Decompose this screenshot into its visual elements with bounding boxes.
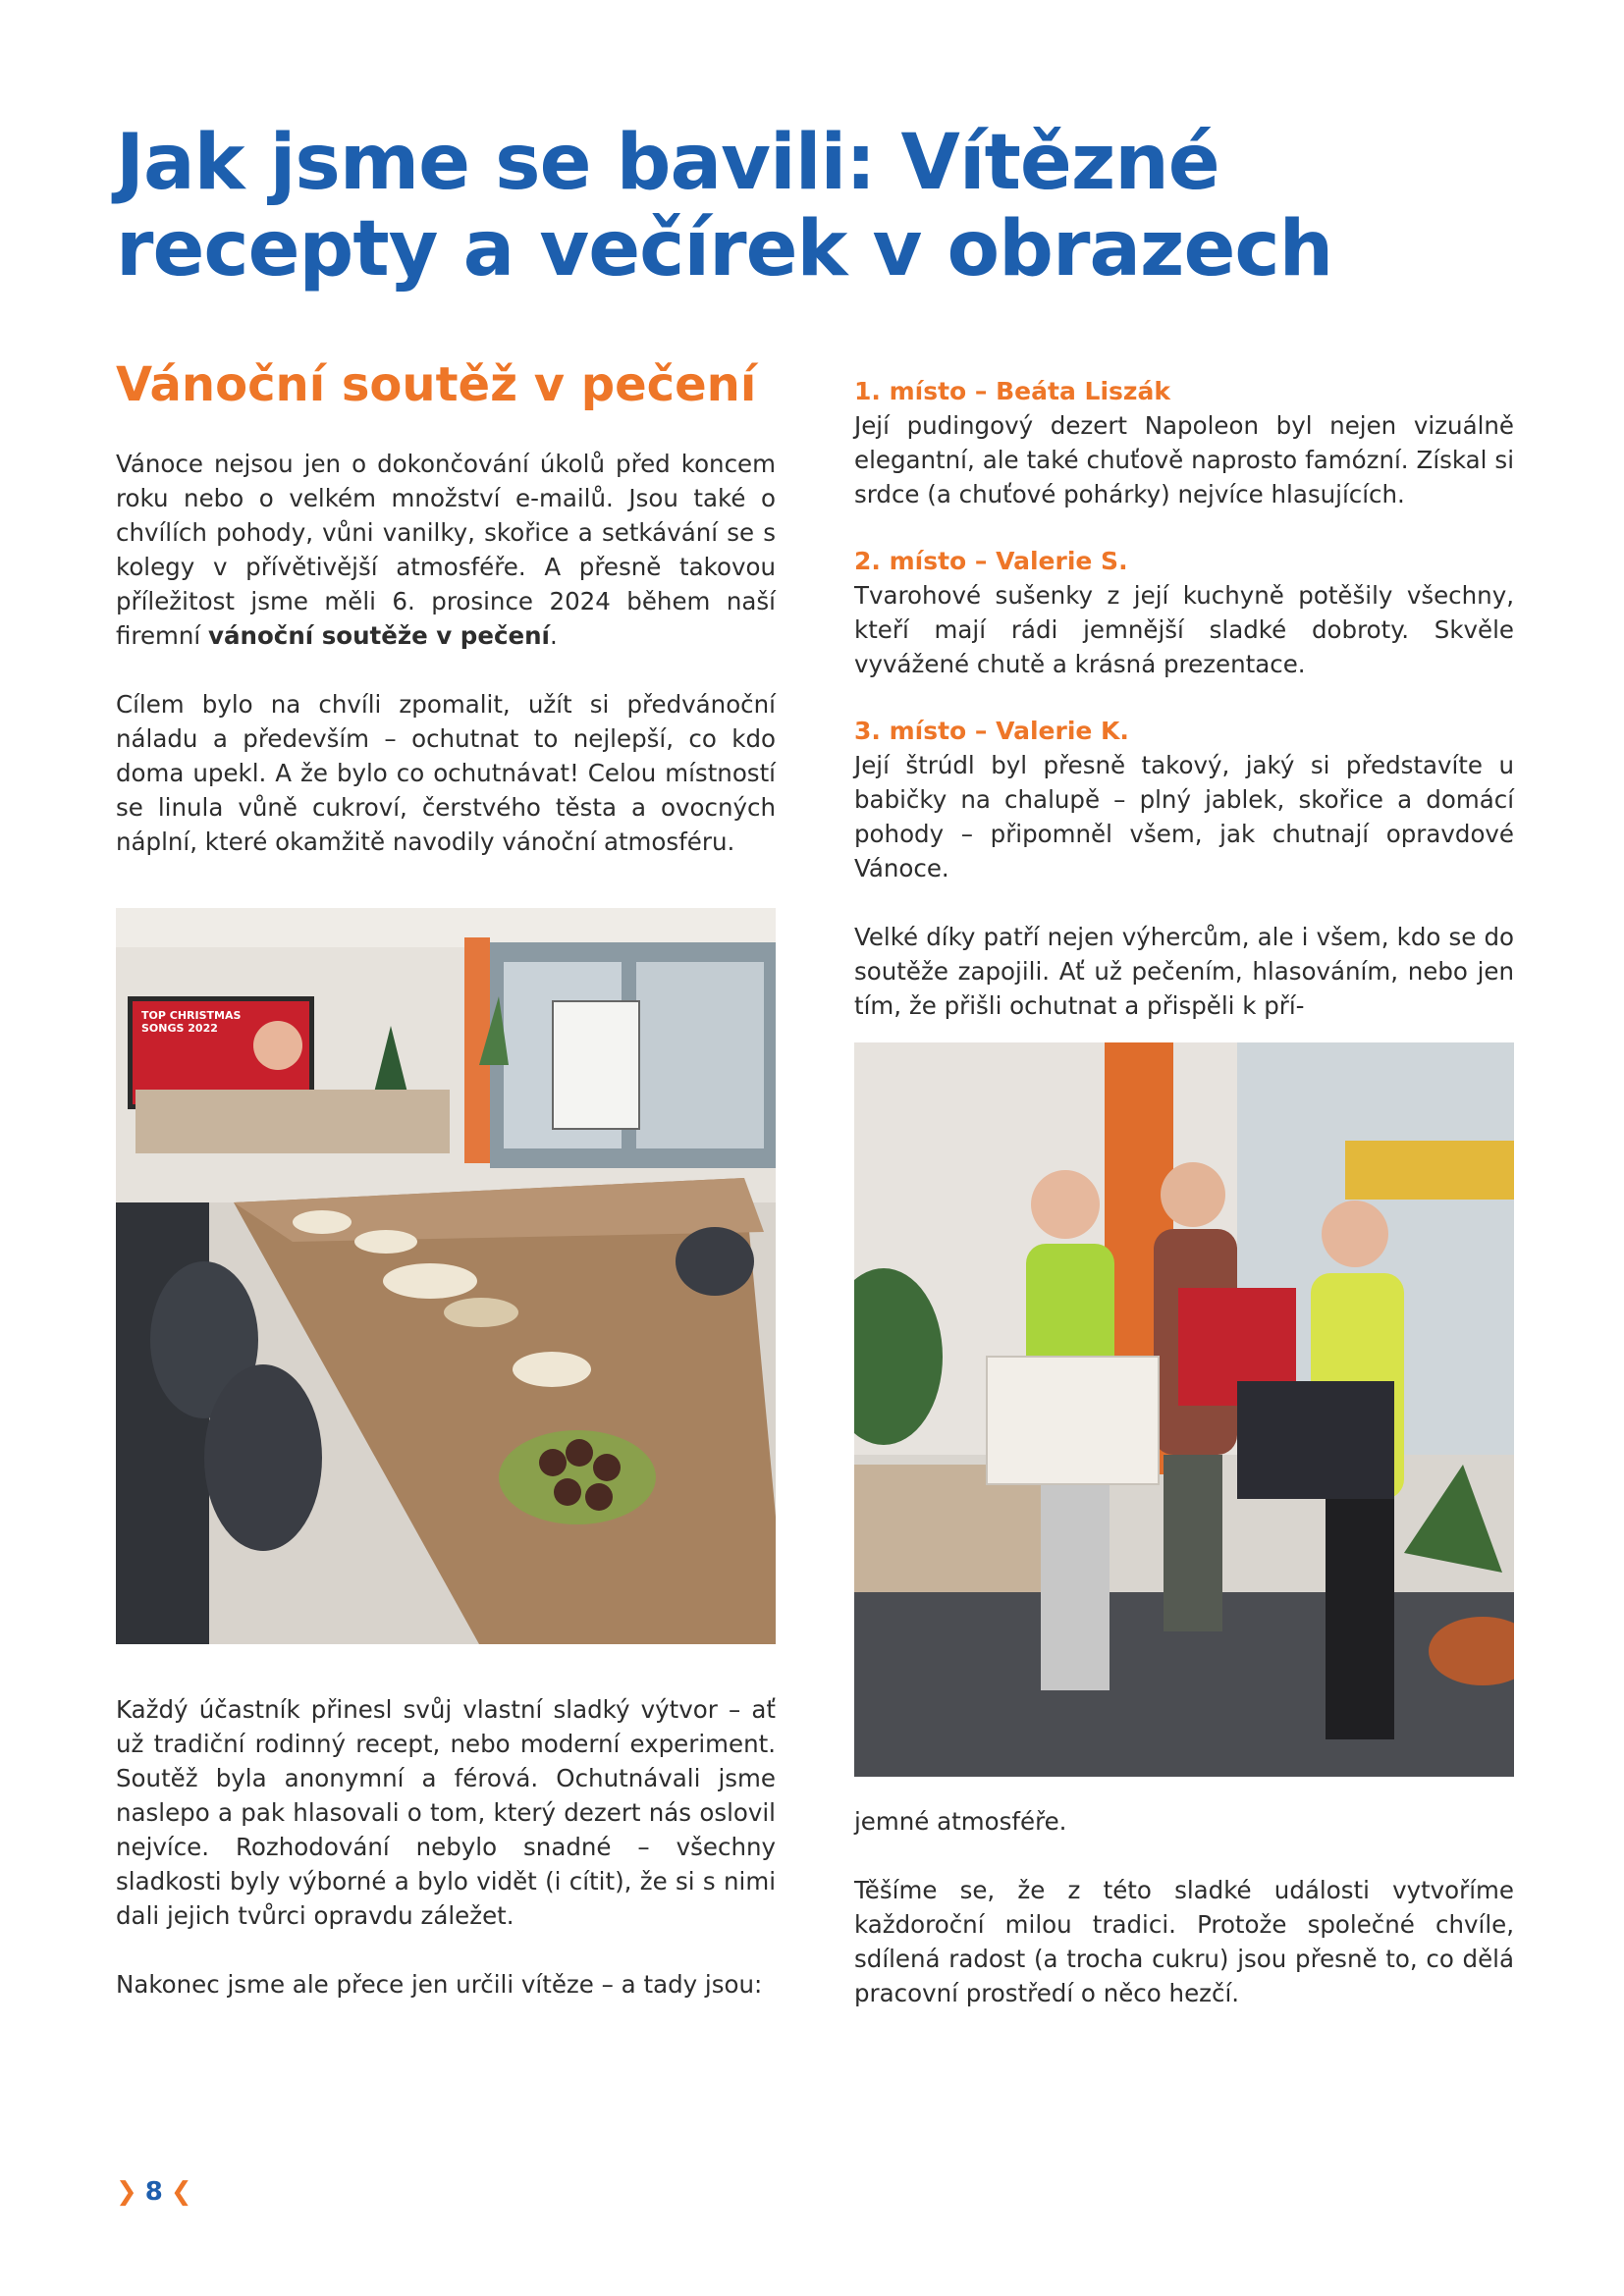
winner-2 [854, 545, 1514, 681]
photo-meeting-room [116, 908, 776, 1644]
tv-line-1: TOP CHRISTMAS [141, 1009, 242, 1022]
winner-1 [854, 375, 1514, 511]
winner-3-text: Její štrúdl byl přesně takový, jaký si představíte u babičky na chalupě – plný jablek, skořice a domácí pohody – připomněl všem, jak chutnají opravdové Vánoce. [854, 751, 1514, 882]
left-bottom-text [116, 1692, 776, 2002]
page-title: Jak jsme se bavili: Vítězné recepty a večírek v obrazech [116, 119, 1333, 294]
photo-winners [854, 1042, 1514, 1777]
thanks-continuation: jemné atmosféře. [854, 1807, 1067, 1836]
right-bottom-text [854, 1804, 1514, 2010]
winner-2-heading: 2. místo – Valerie S. [854, 547, 1128, 575]
winner-3 [854, 715, 1514, 885]
tv-line-2: SONGS 2022 [141, 1022, 218, 1035]
intro-bold-text: vánoční soutěže v pečení [208, 621, 550, 650]
closing-paragraph: Těšíme se, že z této sladké události vytvoříme každoroční milou tradici. Protože společné chvíle, sdílená radost (a trocha cukru) jsou přesně to, co dělá pracovní prostředí o něco hezčí. [854, 1876, 1514, 2007]
winner-2-text: Tvarohové sušenky z její kuchyně potěšily všechny, kteří mají rádi jemnější sladké dobroty. Skvěle vyvážené chutě a krásná prezentace. [854, 581, 1514, 678]
winner-1-heading: 1. místo – Beáta Liszák [854, 377, 1170, 405]
left-bottom-paragraph-1: Každý účastník přinesl svůj vlastní sladký výtvor – ať už tradiční rodinný recept, nebo moderní experiment. Soutěž byla anonymní a férová. Ochutnávali jsme naslepo a pak hlasovali o tom, který dezert nás oslovil nejvíce. Rozhodování nebylo snadné – všechny sladkosti byly výborné a bylo vidět (i cítit), že si s nimi dali jejich tvůrci opravdu záležet. [116, 1695, 776, 1930]
thanks-paragraph: Velké díky patří nejen výhercům, ale i všem, kdo se do soutěže zapojili. Ať už pečením, hlasováním, nebo jen tím, že přišli ochutnat a přispěli k pří- [854, 923, 1514, 1020]
intro-paragraph-1: Vánoce nejsou jen o dokončování úkolů před koncem roku nebo o velkém množství e-mailů. Jsou také o chvílích pohody, vůni vanilky, skořice a setkávání se s kolegy v přívětivější atmosféře. A přesně takovou příležitost jsme měli 6. prosince 2024 během naší firemní vánoční soutěže v pečení. [116, 450, 776, 650]
winners-list [854, 375, 1514, 1023]
chevron-right-icon: ❯ [116, 2177, 137, 2207]
page-number [116, 2177, 192, 2207]
page-number-text: 8 [144, 2177, 163, 2207]
chevron-left-icon: ❮ [170, 2177, 192, 2207]
winner-3-heading: 3. místo – Valerie K. [854, 717, 1129, 745]
section-heading: Vánoční soutěž v pečení [116, 357, 757, 412]
winner-1-text: Její pudingový dezert Napoleon byl nejen vizuálně elegantní, ale také chuťově naprosto famózní. Získal si srdce (a chuťové pohárky) nejvíce hlasujících. [854, 411, 1514, 508]
left-bottom-paragraph-2: Nakonec jsme ale přece jen určili vítěze – a tady jsou: [116, 1970, 763, 1999]
intro-text [116, 447, 776, 859]
intro-paragraph-2: Cílem bylo na chvíli zpomalit, užít si předvánoční náladu a především – ochutnat to nejlepší, co kdo doma upekl. A že bylo co ochutnávat! Celou místností se linula vůně cukroví, čerstvého těsta a ovocných náplní, které okamžitě navodily vánoční atmosféru. [116, 690, 776, 856]
